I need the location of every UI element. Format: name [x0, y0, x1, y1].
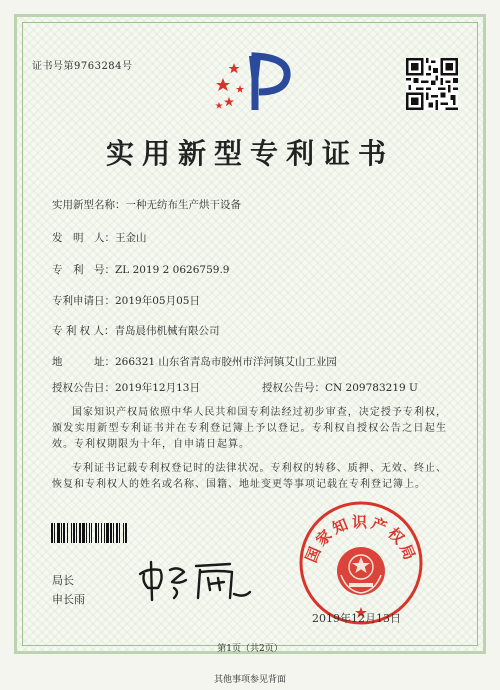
grant-statement-paragraph: 国家知识产权局依照中华人民共和国专利法经过初步审查，决定授予专利权，颁发实用新型专利证书并在专利登记簿上予以登记。专利权自授权公告之日起生效。专利权期限为十年，自申请日起算。	[52, 407, 447, 450]
filing-date-row	[52, 293, 200, 308]
qr-code-icon	[406, 58, 458, 110]
utility-model-name-row	[52, 197, 241, 212]
svg-text:国家知识产权局: 国家知识产权局	[302, 513, 420, 566]
utility-model-name-value: 一种无纺布生产烘干设备	[125, 199, 241, 211]
seal-date: 2019年12月13日	[312, 612, 401, 625]
certificate-title: 实用新型专利证书	[105, 137, 394, 170]
barcode-icon	[51, 523, 168, 543]
page-number: 第1页（共2页）	[217, 644, 283, 654]
grant-number-label: 授权公告号：	[262, 382, 325, 394]
patentee-value: 青岛晨伟机械有限公司	[114, 325, 220, 337]
legal-status-paragraph: 专利证书记载专利权登记时的法律状况。专利权的转移、质押、无效、终止、恢复和专利权人的姓名或名称、国籍、地址变更等事项记载在专利登记簿上。	[52, 463, 447, 490]
patentee-row	[52, 323, 220, 338]
patentee-label: 专 利 权 人：	[52, 325, 115, 337]
address-label: 地 址：	[52, 356, 115, 368]
grant-date-label: 授权公告日：	[52, 382, 115, 394]
inventor-value: 王金山	[115, 232, 147, 244]
address-value: 266321 山东省青岛市胶州市洋河镇艾山工业园	[115, 356, 337, 368]
cnipa-emblem-icon	[207, 50, 299, 114]
utility-model-name-label: 实用新型名称：	[52, 199, 126, 211]
filing-date-value: 2019年05月05日	[115, 295, 200, 307]
patent-number-value: ZL 2019 2 0626759.9	[115, 264, 230, 276]
inventor-row	[52, 230, 147, 245]
certificate-number: 证书号第9763284号	[32, 61, 133, 72]
signature-icon	[134, 556, 254, 604]
official-name: 申长雨	[52, 593, 85, 606]
filing-date-label: 专利申请日：	[52, 295, 115, 307]
grant-number-row	[262, 380, 418, 395]
grant-number-value: CN 209783219 U	[325, 382, 418, 394]
official-title: 局长	[52, 574, 74, 587]
address-row	[52, 354, 337, 369]
grant-date-value: 2019年12月13日	[115, 382, 200, 394]
footnote: 其他事项参见背面	[213, 675, 286, 685]
patent-number-row	[52, 262, 229, 277]
grant-date-row	[52, 380, 200, 395]
inventor-label: 发 明 人：	[52, 232, 115, 244]
patent-number-label: 专 利 号：	[52, 264, 115, 276]
